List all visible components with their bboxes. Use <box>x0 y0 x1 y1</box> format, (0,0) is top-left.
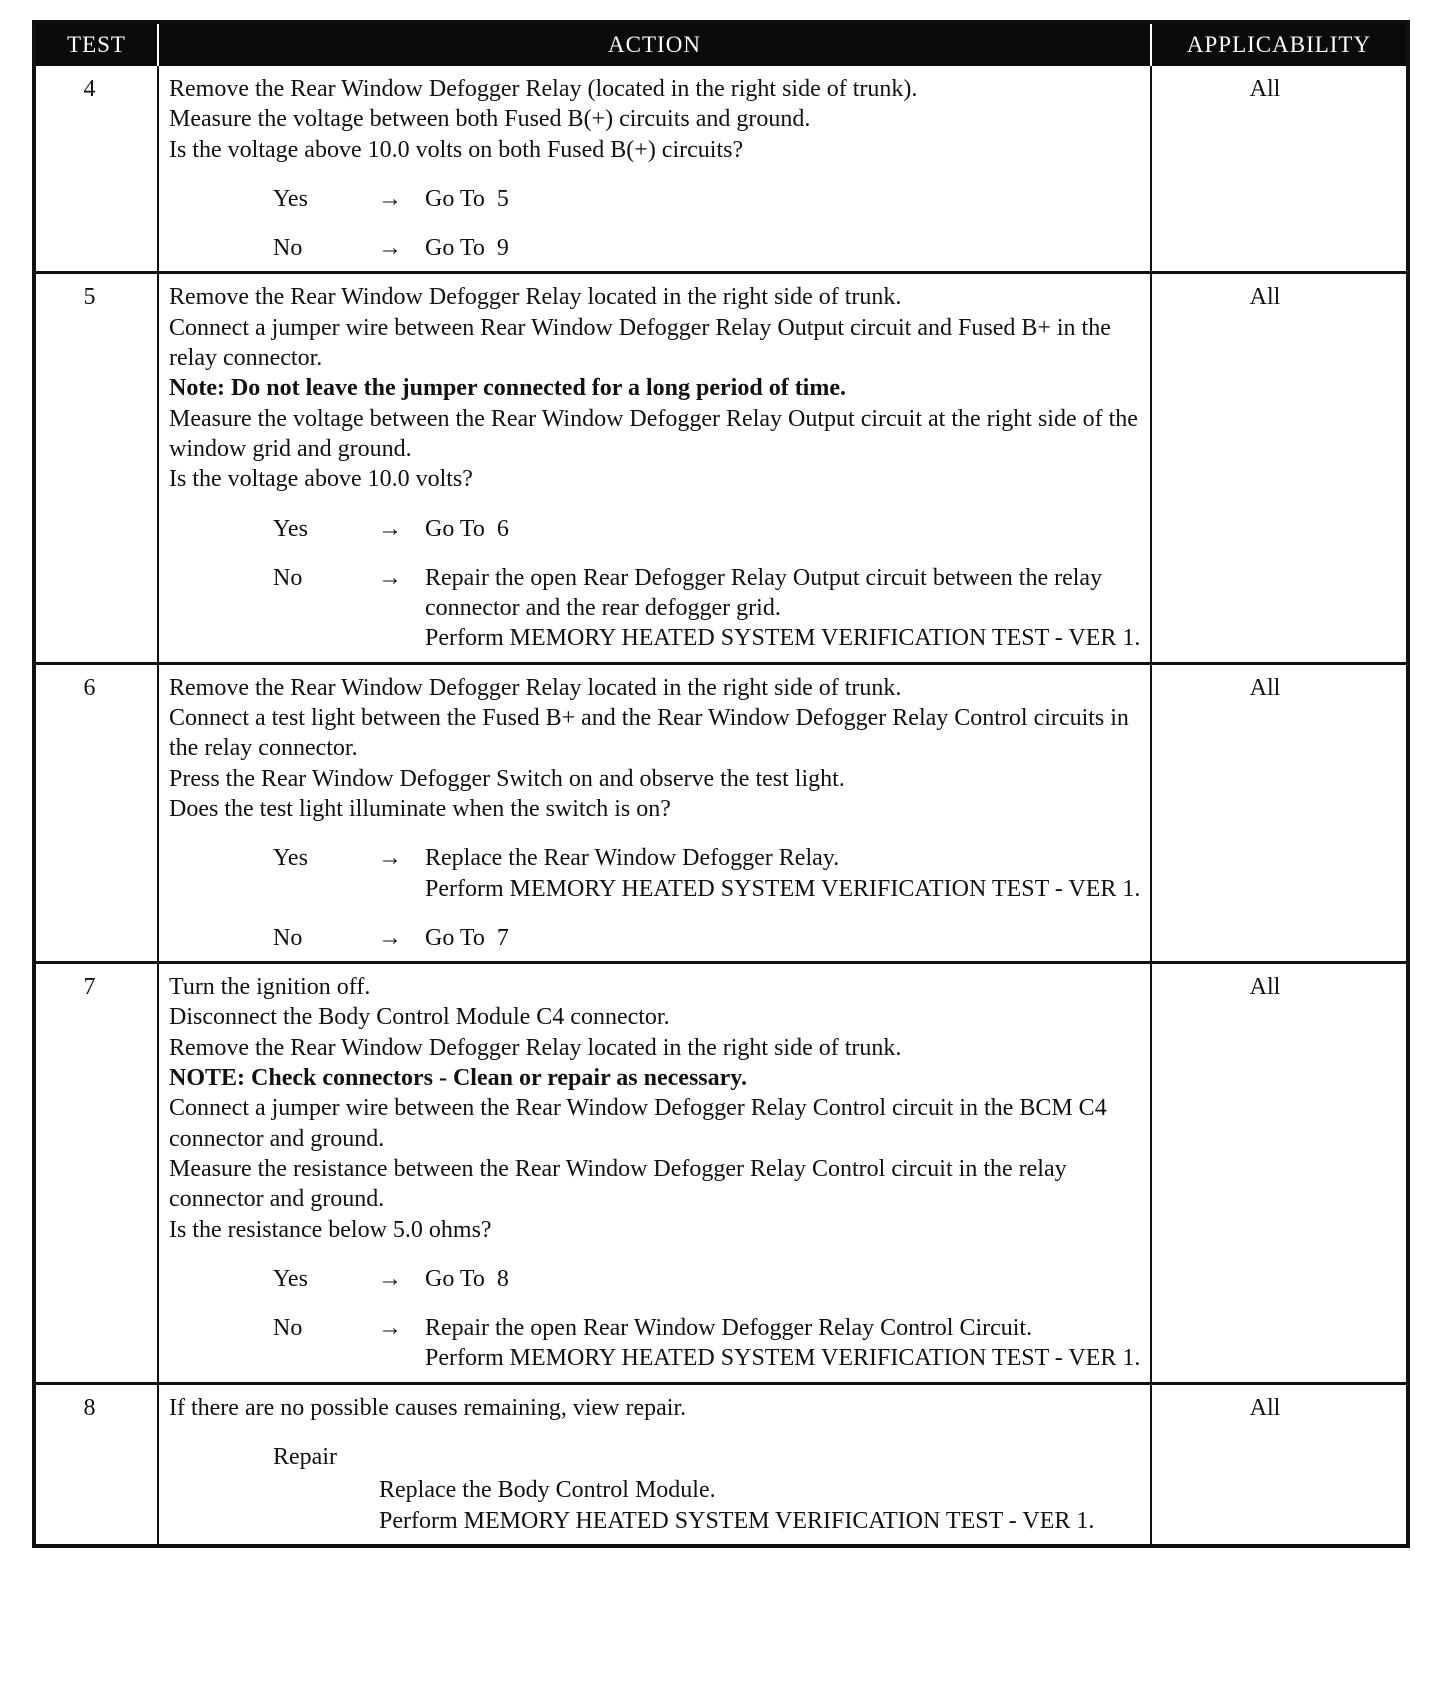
test-number: 7 <box>34 963 158 1384</box>
result-line: Replace the Body Control Module. <box>379 1477 716 1504</box>
action-line: Remove the Rear Window Defogger Relay located in the right side of trunk. <box>169 1034 902 1061</box>
action-line: Does the test light illuminate when the switch is on? <box>169 795 671 822</box>
action-line: Connect a test light between the Fused B+ and the Rear Window Defogger Relay Control circuits in the relay connector. <box>169 705 1129 762</box>
test-number: 8 <box>34 1383 158 1546</box>
goto-number: 6 <box>496 515 509 542</box>
no-branch <box>169 1313 1142 1374</box>
goto-label: Go To <box>425 924 485 951</box>
action-cell <box>158 273 1151 663</box>
yes-result <box>425 843 1142 904</box>
header-test: TEST <box>34 22 158 66</box>
no-label: No <box>273 235 303 262</box>
header-applicability: APPLICABILITY <box>1151 22 1408 66</box>
action-line: Measure the voltage between both Fused B(+) circuits and ground. <box>169 106 811 133</box>
result-line: Perform MEMORY HEATED SYSTEM VERIFICATION TEST - VER 1. <box>379 1507 1095 1534</box>
result-line: Repair the open Rear Defogger Relay Output circuit between the relay connector and the rear defogger grid. <box>425 564 1103 622</box>
table-row <box>34 66 1408 273</box>
result-line: Replace the Rear Window Defogger Relay. <box>425 845 840 872</box>
applicability-cell: All <box>1151 66 1408 273</box>
action-line: Connect a jumper wire between the Rear Window Defogger Relay Control circuit in the BCM C4 connector and ground. <box>169 1095 1107 1152</box>
action-line: Remove the Rear Window Defogger Relay located in the right side of trunk. <box>169 674 902 701</box>
diagnostic-table <box>32 20 1410 1548</box>
goto-number: 9 <box>496 235 509 262</box>
applicability-cell: All <box>1151 963 1408 1384</box>
header-action: ACTION <box>158 22 1151 66</box>
arrow-icon: → <box>378 185 402 212</box>
action-line: Connect a jumper wire between Rear Window Defogger Relay Output circuit and Fused B+ in the relay connector. <box>169 314 1111 372</box>
arrow-icon: → <box>378 845 402 872</box>
result-line: Repair the open Rear Window Defogger Relay Control Circuit. <box>425 1315 1033 1342</box>
arrow-icon: → <box>378 515 402 542</box>
table-header-row <box>34 22 1408 66</box>
no-result <box>425 233 1142 263</box>
goto-label: Go To <box>425 235 485 262</box>
action-line: Measure the resistance between the Rear Window Defogger Relay Control circuit in the relay connector and ground. <box>169 1155 1067 1213</box>
goto-number: 7 <box>496 924 509 951</box>
goto-label: Go To <box>425 185 485 212</box>
result-line: Perform MEMORY HEATED SYSTEM VERIFICATION TEST - VER 1. <box>425 1345 1141 1372</box>
arrow-icon: → <box>378 924 402 951</box>
action-cell <box>158 1383 1151 1546</box>
no-branch <box>169 233 1142 263</box>
action-line: Press the Rear Window Defogger Switch on and observe the test light. <box>169 765 845 792</box>
no-branch <box>169 923 1142 953</box>
arrow-icon: → <box>378 564 402 591</box>
repair-label: Repair <box>273 1443 337 1470</box>
diagnostic-page <box>32 20 1406 1548</box>
table-row <box>34 663 1408 962</box>
action-line: Measure the voltage between the Rear Window Defogger Relay Output circuit at the right side of the window grid and ground. <box>169 405 1138 462</box>
yes-result <box>425 514 1142 544</box>
goto-label: Go To <box>425 515 485 542</box>
applicability-cell: All <box>1151 663 1408 962</box>
no-result <box>425 923 1142 953</box>
yes-branch <box>169 514 1142 544</box>
no-branch <box>169 563 1142 654</box>
no-result <box>425 563 1142 654</box>
action-line: Remove the Rear Window Defogger Relay located in the right side of trunk. <box>169 284 902 311</box>
result-line: Perform MEMORY HEATED SYSTEM VERIFICATION TEST - VER 1. <box>425 875 1141 902</box>
table-row <box>34 273 1408 663</box>
action-line: Is the resistance below 5.0 ohms? <box>169 1216 492 1243</box>
action-line: Is the voltage above 10.0 volts on both Fused B(+) circuits? <box>169 136 744 163</box>
arrow-icon: → <box>378 235 402 262</box>
no-result <box>425 1313 1142 1374</box>
arrow-icon: → <box>378 1265 402 1292</box>
yes-label: Yes <box>273 515 308 542</box>
repair-body <box>169 1475 1142 1536</box>
action-line: If there are no possible causes remaining, view repair. <box>169 1394 687 1421</box>
action-cell <box>158 66 1151 273</box>
action-cell <box>158 963 1151 1384</box>
goto-number: 8 <box>496 1265 509 1292</box>
goto-label: Go To <box>425 1265 485 1292</box>
note-line: NOTE: Check connectors - Clean or repair as necessary. <box>169 1065 747 1092</box>
no-label: No <box>273 1315 303 1342</box>
yes-branch <box>169 843 1142 904</box>
table-row <box>34 1383 1408 1546</box>
action-line: Turn the ignition off. <box>169 974 371 1001</box>
test-number: 5 <box>34 273 158 663</box>
action-cell <box>158 663 1151 962</box>
action-line: Disconnect the Body Control Module C4 connector. <box>169 1004 670 1031</box>
arrow-icon: → <box>378 1315 402 1342</box>
yes-branch <box>169 184 1142 214</box>
yes-branch <box>169 1264 1142 1294</box>
action-line: Remove the Rear Window Defogger Relay (located in the right side of trunk). <box>169 76 918 102</box>
applicability-cell: All <box>1151 273 1408 663</box>
note-line: Note: Do not leave the jumper connected for a long period of time. <box>169 375 846 402</box>
no-label: No <box>273 924 303 951</box>
applicability-cell: All <box>1151 1383 1408 1546</box>
yes-result <box>425 1264 1142 1294</box>
test-number: 4 <box>83 76 96 102</box>
test-number: 6 <box>34 663 158 962</box>
result-line: Perform MEMORY HEATED SYSTEM VERIFICATION TEST - VER 1. <box>425 625 1141 652</box>
table-row <box>34 963 1408 1384</box>
yes-result <box>425 184 1142 214</box>
goto-number: 5 <box>496 185 509 212</box>
action-line: Is the voltage above 10.0 volts? <box>169 466 473 493</box>
yes-label: Yes <box>273 185 308 212</box>
yes-label: Yes <box>273 845 308 872</box>
no-label: No <box>273 564 303 591</box>
yes-label: Yes <box>273 1265 308 1292</box>
